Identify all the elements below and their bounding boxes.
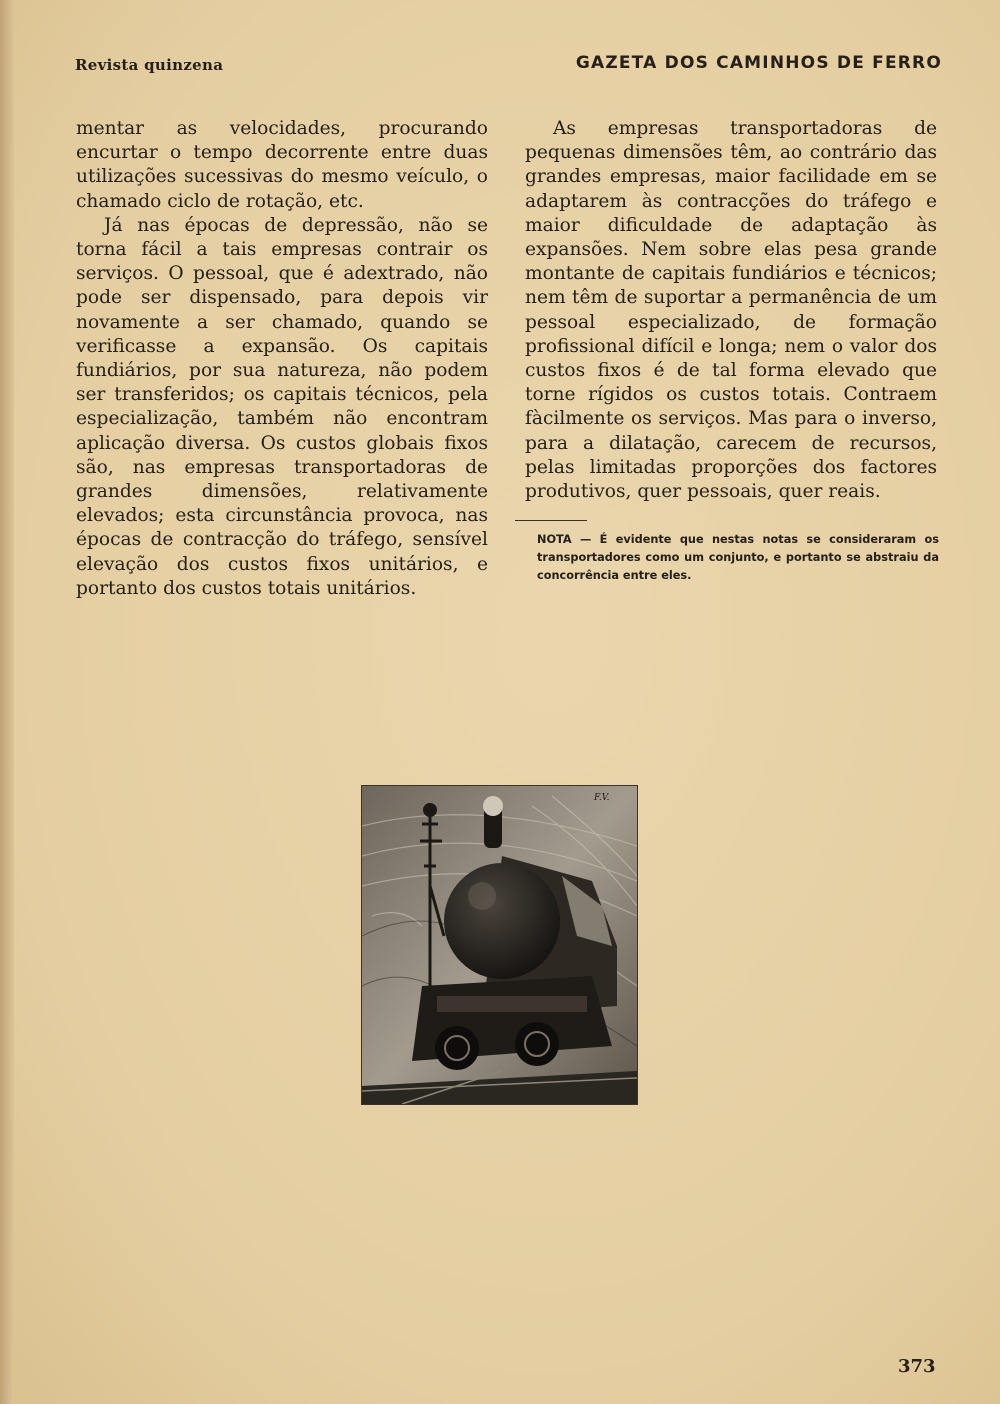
footnote — [511, 531, 939, 585]
left-text-column — [76, 117, 488, 601]
paragraph: mentar as velocidades, procurando encurtar o tempo decorrente entre duas utilizações sucessivas do mesmo veículo, o chamado ciclo de rotação, etc. — [76, 118, 488, 212]
paragraph: As empresas transportadoras de pequenas dimensões têm, ao contrário das grandes empresas, maior facilidade em se adaptarem às contracções do tráfego e maior dificuldade de adaptação às expansões. Nem sobre elas pesa grande montante de capitais fundiários e técnicos; nem têm de suportar a permanência de um pessoal especializado, de formação profissional difícil e longa; nem o valor dos custos fixos é de tal forma elevado que torne rígidos os custos totais. Contraem fàcilmente os serviços. Mas para o inverso, para a dilatação, carecem de recursos, pelas limitadas proporções dos factores produtivos, quer pessoais, quer reais. — [525, 118, 937, 503]
illustration-signature: F.V. — [594, 793, 610, 803]
locomotive-illustration — [361, 785, 638, 1105]
locomotive-drawing — [362, 786, 637, 1104]
paragraph: Já nas épocas de depressão, não se torna fácil a tais empresas contrair os serviços. O pessoal, que é adextrado, não pode ser dispensado, para depois vir novamente a ser chamado, quando se verificasse a expansão. Os capitais fundiários, por sua natureza, não podem ser transferidos; os capitais técnicos, pela especialização, também não encontram aplicação diversa. Os custos globais fixos são, nas empresas transportadoras de grandes dimensões, relativamente elevados; esta circunstância provoca, nas épocas de contracção do tráfego, sensível elevação dos custos fixos unitários, e portanto dos custos totais unitários. — [76, 214, 488, 599]
right-text-column — [525, 117, 937, 585]
header-magazine-title: GAZETA DOS CAMINHOS DE FERRO — [575, 53, 942, 73]
footnote-text: NOTA — É evidente que nestas notas se consideraram os transportadores como um conjunto, e portanto se abstraiu da concorrência entre eles. — [537, 533, 939, 583]
header-publication-frequency: Revista quinzena — [75, 56, 224, 74]
page-number: 373 — [898, 1356, 936, 1377]
footnote-divider — [515, 520, 587, 521]
page-spine-edge — [0, 0, 14, 1404]
